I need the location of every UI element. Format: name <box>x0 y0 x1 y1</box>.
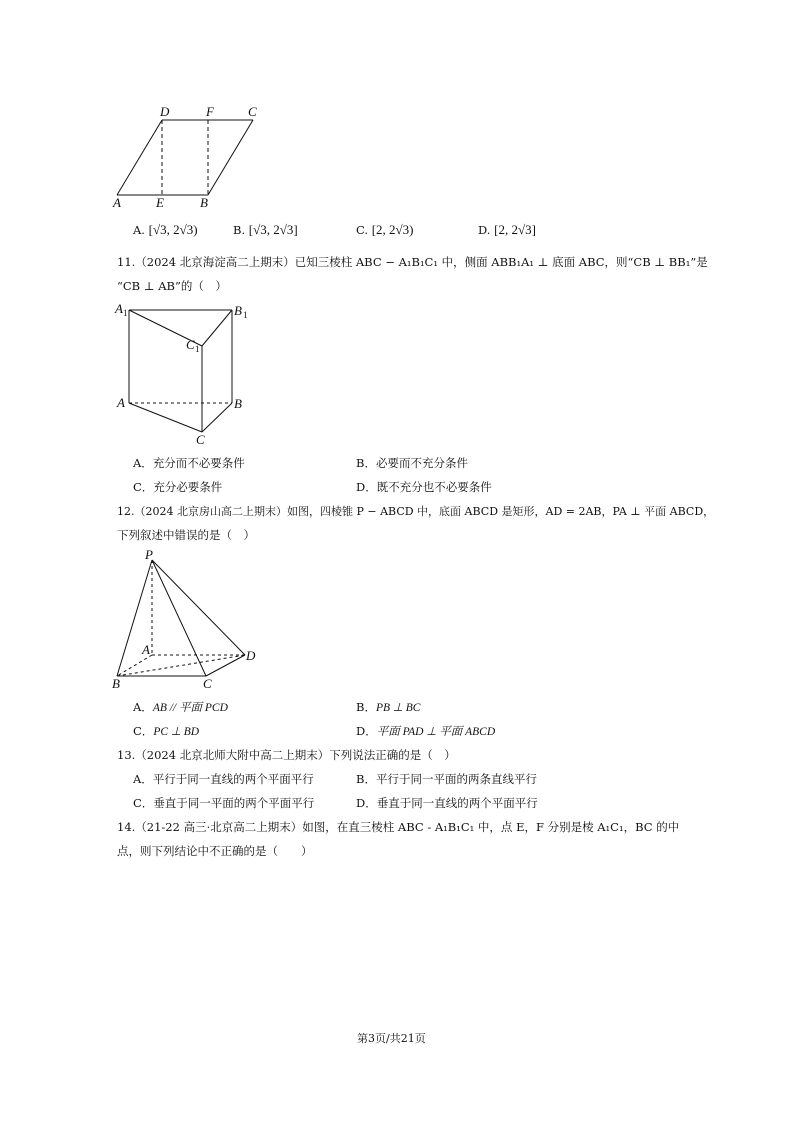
label-d: D <box>160 104 170 119</box>
q13-line1: 13.（2024 北京北师大附中高二上期末）下列说法正确的是（ ） <box>117 748 456 762</box>
label-b: B <box>200 195 208 210</box>
q11-line2: “CB ⊥ AB”的（ ） <box>117 279 227 293</box>
option-text: AB // 平面 PCD <box>152 702 228 714</box>
label-d: D <box>246 648 256 663</box>
option-letter: B. <box>233 223 246 237</box>
q12-option-d <box>356 723 495 739</box>
label-c: C <box>203 676 212 691</box>
option-letter: A. <box>133 223 145 237</box>
q12-option-a <box>133 699 228 715</box>
option-letter: D． <box>356 724 377 738</box>
option-text: 垂直于同一直线的两个平面平行 <box>376 796 538 810</box>
option-text: 充分而不必要条件 <box>152 456 245 470</box>
option-letter: B． <box>356 700 376 714</box>
label-c: C <box>196 432 205 447</box>
option-text: 既不充分也不必要条件 <box>376 480 492 494</box>
q13-option-c <box>133 795 314 811</box>
option-letter: D. <box>478 223 491 237</box>
option-letter: A． <box>133 456 153 470</box>
option-text: [2, 2√3] <box>494 222 536 237</box>
option-text: 平行于同一平面的两条直线平行 <box>375 772 537 786</box>
q12-option-c <box>133 723 199 739</box>
option-text: 平行于同一直线的两个平面平行 <box>152 772 314 786</box>
option-text: PC ⊥ BD <box>153 726 200 738</box>
option-text: 必要而不充分条件 <box>375 456 468 470</box>
option-letter: D． <box>356 796 377 810</box>
option-letter: A． <box>133 772 153 786</box>
label-e: E <box>156 195 164 210</box>
option-letter: A． <box>133 700 153 714</box>
pyramid-hidden-edges <box>117 560 245 676</box>
option-letter: D． <box>356 480 377 494</box>
q12-option-b <box>356 699 420 715</box>
option-text: [2, 2√3) <box>371 222 414 237</box>
label-c1-sub: 1 <box>195 344 200 354</box>
q12-line2: 下列叙述中错误的是（ ） <box>117 528 255 542</box>
option-letter: C． <box>133 796 154 810</box>
label-a: A <box>142 642 150 657</box>
option-letter: B． <box>356 772 376 786</box>
option-text: PB ⊥ BC <box>375 702 421 714</box>
option-text: 平面 PAD ⊥ 平面 ABCD <box>376 726 496 738</box>
option-text: [√3, 2√3) <box>148 222 198 237</box>
option-text: [√3, 2√3] <box>248 222 298 237</box>
option-letter: C. <box>356 223 369 237</box>
label-a1: A <box>115 301 123 316</box>
option-text: 垂直于同一平面的两个平面平行 <box>153 796 315 810</box>
label-b: B <box>112 676 120 691</box>
option-letter: B． <box>356 456 376 470</box>
label-a: A <box>113 195 121 210</box>
label-b1: B <box>234 303 242 318</box>
q14-line2: 点，则下列结论中不正确的是（ ） <box>117 844 313 858</box>
label-c: C <box>248 104 257 119</box>
label-c1: C <box>186 337 195 352</box>
label-a: A <box>117 395 125 410</box>
label-f: F <box>206 104 214 119</box>
label-a1-sub: 1 <box>123 308 128 318</box>
page-number: 第3页/共21页 <box>357 1032 426 1045</box>
q14-line1: 14.（21-22 高三·北京高二上期末）如图，在直三棱柱 ABC - A₁B₁C₁ 中，点 E，F 分别是棱 A₁C₁，BC 的中 <box>117 820 680 834</box>
q12-line1: 12.（2024 北京房山高二上期末）如图，四棱锥 P − ABCD 中，底面 ABCD 是矩形，AD = 2AB，PA ⊥ 平面 ABCD， <box>117 505 715 518</box>
q13-option-d <box>356 795 538 811</box>
option-letter: C． <box>133 724 154 738</box>
q13-option-b <box>356 771 537 787</box>
label-b: B <box>234 396 242 411</box>
option-text: 充分必要条件 <box>153 480 223 494</box>
label-p: P <box>145 547 153 562</box>
q11-line1: 11.（2024 北京海淀高二上期末）已知三棱柱 ABC − A₁B₁C₁ 中，侧面 ABB₁A₁ ⊥ 底面 ABC，则“CB ⊥ BB₁”是 <box>117 255 708 269</box>
option-letter: C． <box>133 480 154 494</box>
label-b1-sub: 1 <box>243 310 248 320</box>
q13-option-a <box>133 771 314 787</box>
